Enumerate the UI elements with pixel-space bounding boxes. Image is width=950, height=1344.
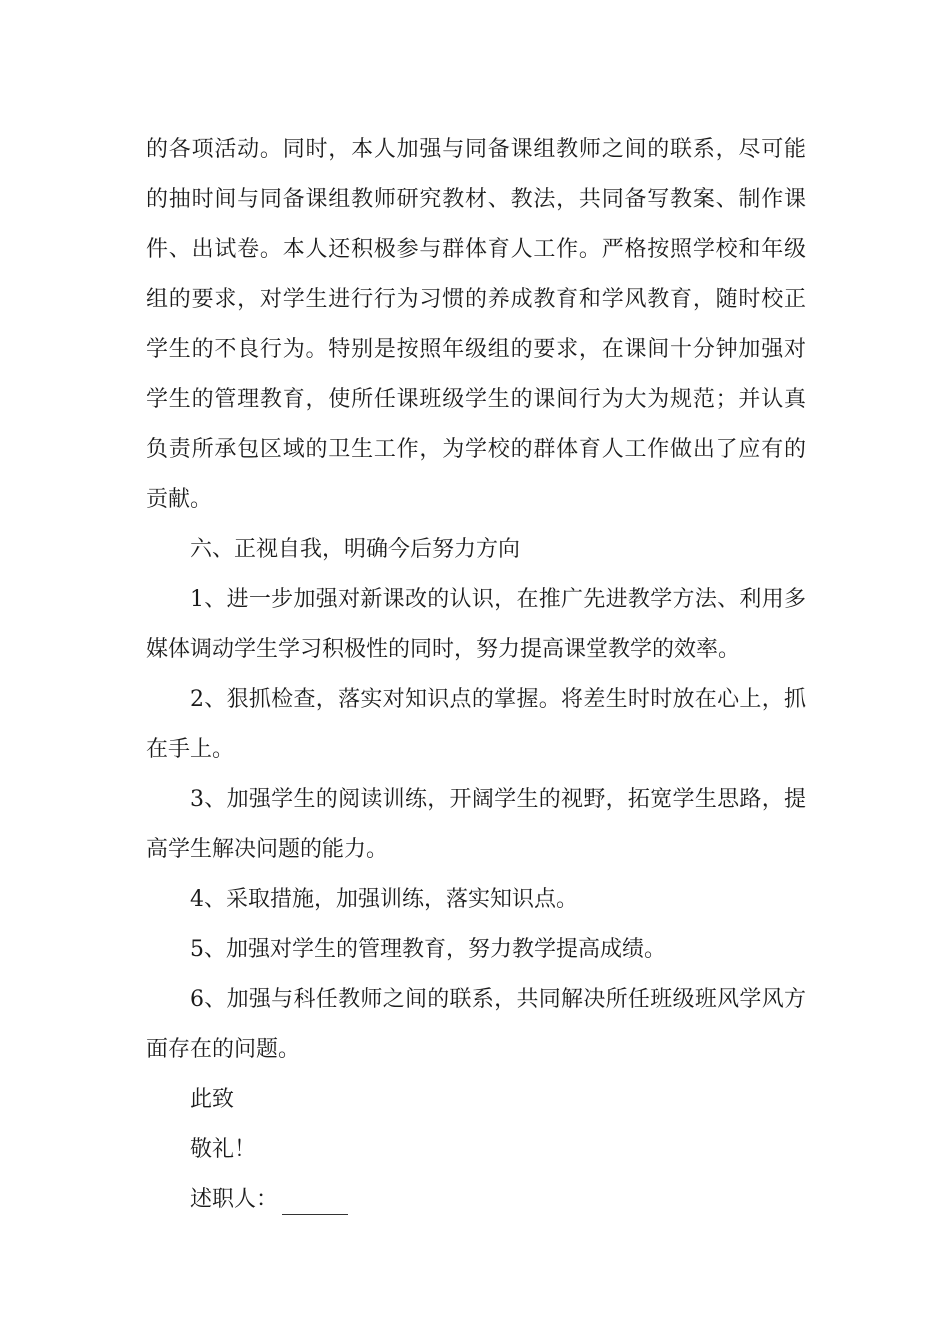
closing-salutation: 此致 xyxy=(190,1087,235,1112)
paragraph-line: 学生的管理教育，使所任课班级学生的课间行为大为规范；并认真 xyxy=(146,387,806,412)
list-item-line: 1、进一步加强对新课改的认识，在推广先进教学方法、利用多 xyxy=(190,587,806,612)
signature-line xyxy=(190,1185,806,1215)
paragraph-line: 件、出试卷。本人还积极参与群体育人工作。严格按照学校和年级 xyxy=(146,237,806,262)
paragraph-line: 学生的不良行为。特别是按照年级组的要求，在课间十分钟加强对 xyxy=(146,337,806,362)
list-item-line: 高学生解决问题的能力。 xyxy=(146,837,389,862)
paragraph-line: 的抽时间与同备课组教师研究教材、教法，共同备写教案、制作课 xyxy=(146,187,806,212)
list-item-line: 5、加强对学生的管理教育，努力教学提高成绩。 xyxy=(190,937,666,962)
list-item-line: 3、加强学生的阅读训练，开阔学生的视野，拓宽学生思路，提 xyxy=(190,787,806,812)
paragraph-line: 的各项活动。同时，本人加强与同备课组教师之间的联系，尽可能 xyxy=(146,137,806,162)
list-item-line: 2、狠抓检查，落实对知识点的掌握。将差生时时放在心上，抓 xyxy=(190,687,806,712)
list-item-line: 在手上。 xyxy=(146,737,235,762)
paragraph-line: 贡献。 xyxy=(146,487,213,512)
list-item-line: 媒体调动学生学习积极性的同时，努力提高课堂教学的效率。 xyxy=(146,637,741,662)
list-item-line: 6、加强与科任教师之间的联系，共同解决所任班级班风学风方 xyxy=(190,987,806,1012)
paragraph-line: 组的要求，对学生进行行为习惯的养成教育和学风教育，随时校正 xyxy=(146,287,806,312)
section-heading: 六、正视自我，明确今后努力方向 xyxy=(190,537,521,562)
closing-regards: 敬礼！ xyxy=(190,1137,257,1162)
list-item-line: 面存在的问题。 xyxy=(146,1037,301,1062)
paragraph-line: 负责所承包区域的卫生工作，为学校的群体育人工作做出了应有的 xyxy=(146,437,806,462)
signature-blank xyxy=(282,1188,348,1215)
list-item-line: 4、采取措施，加强训练，落实知识点。 xyxy=(190,887,578,912)
signature-label: 述职人： xyxy=(190,1187,279,1212)
